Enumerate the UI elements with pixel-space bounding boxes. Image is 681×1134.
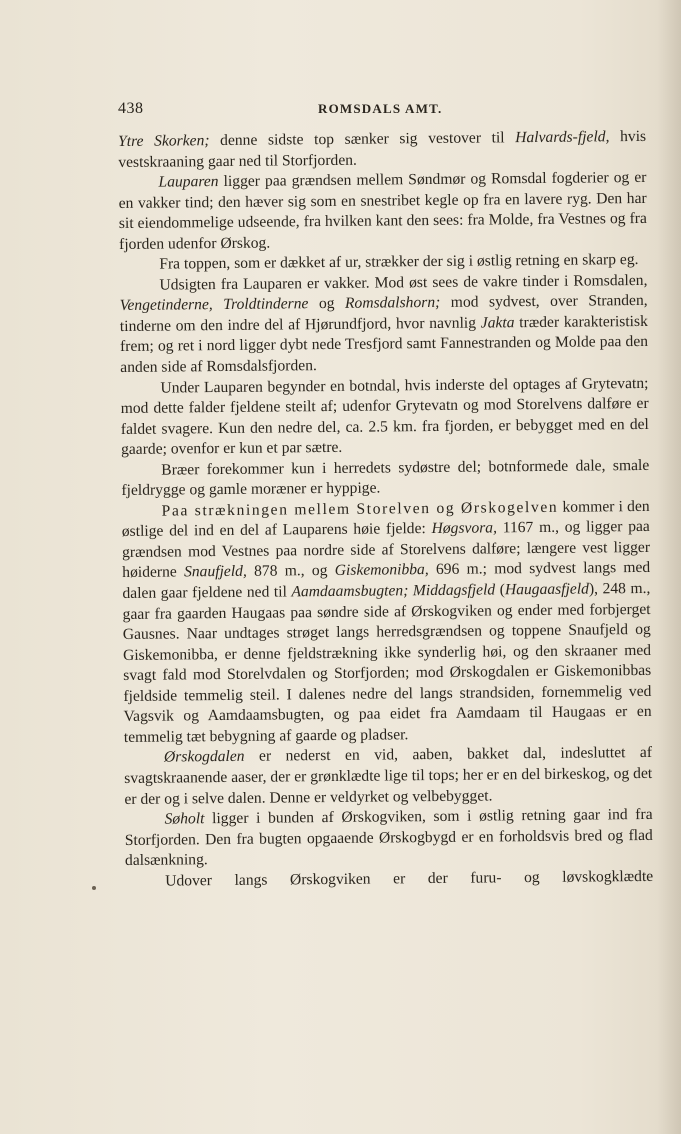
- italic-term: Haugaasfjeld: [504, 580, 590, 599]
- page-number: 438: [118, 100, 144, 117]
- italic-term: Høgsvora,: [431, 519, 498, 538]
- italic-term: Romsdalshorn;: [344, 294, 441, 313]
- paragraph-straekningen: [122, 497, 652, 749]
- text-run: hvis vestskraaning gaar ned til Storfjorden.: [118, 127, 647, 171]
- italic-term: Ørskogdalen: [163, 748, 245, 766]
- text-run: Under Lauparen begynder en botndal, hvis inderste del optages af Grytevatn; mod dette falder fjeldene steilt af; udenfor Grytevatn og mod Storelvens dalføre er faldet svagere. Kun den nedre del, ca. 2.5 km. fra fjorden, er bebygget med en del gaarde; ovenfor er kun et par sætre.: [120, 374, 649, 459]
- page-edge-shadow: [657, 0, 681, 1134]
- italic-term: Giskemonibba,: [334, 561, 429, 580]
- paragraph-udover: [125, 867, 653, 893]
- text-run: Udover langs Ørskogviken er der furu- og løvskogklædte: [165, 867, 654, 890]
- paragraph-udsigten: [119, 271, 648, 379]
- text-run: 878 m., og: [246, 562, 335, 581]
- paragraph-braeer: [121, 456, 649, 502]
- text-run: Bræer forekommer kun i herredets sydøstre del; botnformede dale, smale fjeldrygge og gamle moræner er hyppige.: [121, 456, 650, 500]
- text-run: ), 248 m., gaar fra gaarden Haugaas paa søndre side af Ørskogviken og ender med forbjerget Gausnes. Naar undtages strøget langs herredsgrændsen og toppene Snaufjeld og Giskemonibba, er denne fjeldstrækning ikke synderlig høi, og den skraaner med svagt fald mod Storelvdalen og Storfjorden; mod Ørskogdalen er Giskemonibbas fjeldside temmelig steil. I dalenes nedre del langs strandsiden, fornemmelig ved Vagsvik og Aamdaamsbugten, og paa eidet fra Aamdaam til Haugaas er en temmelig tæt bebygning af gaarde og pladser.: [122, 579, 652, 746]
- italic-term: Snaufjeld,: [183, 563, 247, 581]
- text-run: 1167 m., og ligger paa grændsen mod Vestnes paa nordre side af Storelvens dalføre; længere vest ligger høiderne: [121, 518, 651, 582]
- text-run: (: [495, 581, 505, 599]
- spaced-text: Paa strækningen mellem Storelven og Ørskogelven: [161, 498, 559, 520]
- italic-term: Lauparen: [158, 173, 219, 191]
- text-run: ligger paa grændsen mellem Søndmør og Romsdal fogderier og er en vakker tind; den hæver sig som en snestribet kegle op fra en lavere ryg. Den har sit eiendommelige udseende, fra hvilken kant den sees: fra Molde, fra Vestnes og fra fjorden udenfor Ørskog.: [118, 169, 647, 253]
- text-run: er nederst en vid, aaben, bakket dal, indesluttet af svagtskraanende aaser, der er grønklædte lige til tops; her er en del birkeskog, og det er der og i selve dalen. Denne er veldyrket og velbebygget.: [124, 744, 653, 808]
- paragraph-orskogdalen: [124, 743, 653, 810]
- body-text: [118, 127, 653, 892]
- running-head: ROMSDALS AMT.: [318, 101, 443, 116]
- paragraph-ytre-skorken: [118, 127, 646, 173]
- text-run: træder karakteristisk frem; og ret i nord ligger dybt nede Tresfjord samt Fannestranden og Molde paa den anden side af Romsdalsfjorden.: [119, 312, 649, 377]
- italic-term: Ytre Skorken;: [118, 132, 210, 150]
- paragraph-soholt: [125, 805, 654, 872]
- page-header: [118, 100, 638, 124]
- text-run: ligger i bunden af Ørskogviken, som i østlig retning gaar ind fra Storfjorden. Den fra bugten opgaaende Ørskogbygd er en forholdsvis bred og flad dalsænkning.: [124, 805, 653, 870]
- text-run: 696 m.; mod sydvest langs med dalen gaar fjeldene ned til: [122, 559, 651, 603]
- margin-speck: [92, 886, 96, 890]
- paragraph-lauparen-intro: [118, 168, 647, 255]
- italic-term: Søholt: [164, 810, 205, 828]
- italic-term: Vengetinderne, Troldtinderne: [119, 295, 309, 315]
- text-run: Fra toppen, som er dækket af ur, strækker der sig i østlig retning en skarp eg.: [159, 251, 639, 273]
- text-run: mod sydvest, over Stranden, tinderne om den indre del af Hjørundfjord, hvor navnlig: [119, 292, 648, 335]
- italic-term: Aamdaamsbugten; Middagsfjeld: [291, 581, 496, 601]
- italic-term: Halvards-fjeld,: [515, 128, 610, 147]
- paragraph-botndal: [120, 373, 649, 460]
- text-run: og: [308, 295, 346, 313]
- text-run: denne sidste top sænker sig vestover til: [209, 129, 516, 150]
- text-run: Udsigten fra Lauparen er vakker. Mod øst sees de vakre tinder i Romsdalen,: [159, 271, 648, 294]
- italic-term: Jakta: [480, 314, 515, 332]
- text-run: kommer i den østlige del ind en del af Lauparens høie fjelde:: [121, 497, 650, 541]
